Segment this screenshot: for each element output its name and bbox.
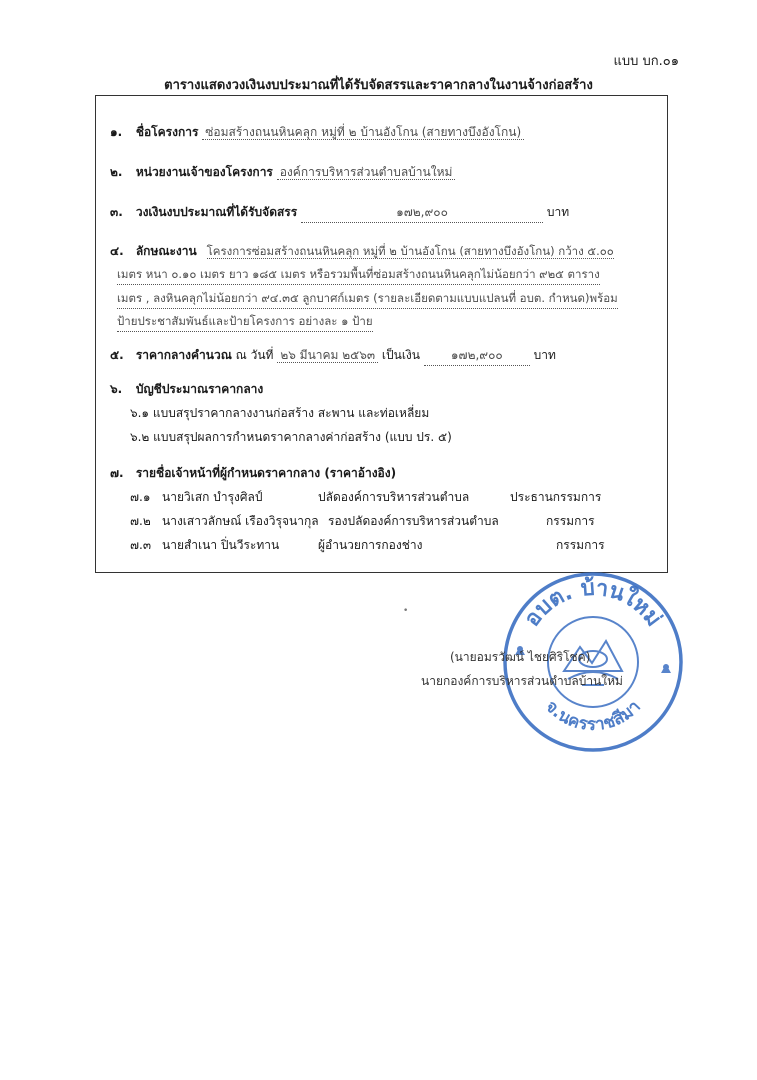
project-owner-value: องค์การบริหารส่วนตำบลบ้านใหม่ [277,165,456,180]
item-project-owner: ๒. หน่วยงานเจ้าของโครงการ องค์การบริหารส่วนตำบลบ้านใหม่ [110,163,455,182]
project-owner-label: หน่วยงานเจ้าของโครงการ [135,165,273,179]
member-number: ๗.๒ [130,514,151,528]
signatory-name: (นายอมรวัฒน์ ไชยศิริโชค) [450,650,591,664]
item-committee: ๗. รายชื่อเจ้าหน้าที่ผู้กำหนดราคากลาง (ราคาอ้างอิง) [110,466,397,480]
item-price-estimate-list: ๖. บัญชีประมาณราคากลาง [110,382,264,396]
member-name: นางเสาวลักษณ์ เรืองวิรุจนากุล [162,514,319,528]
svg-text:อบต. บ้านใหม่ [520,576,666,632]
member-position: รองปลัดองค์การบริหารส่วนตำบล [328,514,499,528]
stamp-bottom-text: จ.นครราชสีมา [541,696,645,736]
member-name: นายวิเสก บำรุงศิลป์ [162,490,263,504]
member-role: กรรมการ [556,538,605,552]
member-position: ปลัดองค์การบริหารส่วนตำบล [318,490,470,504]
work-description-label: ลักษณะงาน [135,244,197,258]
scan-mark: • [403,606,409,616]
work-description-line-2: เมตร หนา ๐.๑๐ เมตร ยาว ๑๘๕ เมตร หรือรวมพื้นที่ซ่อมสร้างถนนหินคลุกไม่น้อยกว่า ๙๒๕ ตาราง [117,266,600,285]
budget-value: ๑๗๒,๙๐๐ [301,203,543,223]
document-title: ตารางแสดงวงเงินงบประมาณที่ได้รับจัดสรรและราคากลางในงานจ้างก่อสร้าง [164,78,593,93]
project-name-label: ชื่อโครงการ [135,125,199,139]
price-estimate-sub-1: ๖.๑ แบบสรุปราคากลางงานก่อสร้าง สะพาน และท่อเหลี่ยม [130,406,430,420]
member-position: ผู้อำนวยการกองช่าง [318,538,423,552]
member-role: ประธานกรรมการ [510,490,602,504]
item-median-price: ๕. ราคากลางคำนวณ ณ วันที่ ๒๖ มีนาคม ๒๕๖๓ เป็นเงิน ๑๗๒,๙๐๐ บาท [110,346,556,366]
price-estimate-sub-2: ๖.๒ แบบสรุปผลการกำหนดราคากลางค่าก่อสร้าง (แบบ ปร. ๕) [130,430,452,444]
budget-label: วงเงินงบประมาณที่ได้รับจัดสรร [135,205,298,219]
member-role: กรรมการ [546,514,595,528]
median-price-date: ๒๖ มีนาคม ๒๕๖๓ [277,348,378,363]
committee-label: รายชื่อเจ้าหน้าที่ผู้กำหนดราคากลาง (ราคาอ้างอิง) [135,466,397,480]
item-project-name: ๑. ชื่อโครงการ ซ่อมสร้างถนนหินคลุก หมู่ที่ ๒ บ้านอังโกน (สายทางบึงอังโกน) [110,123,524,142]
project-name-value: ซ่อมสร้างถนนหินคลุก หมู่ที่ ๒ บ้านอังโกน (สายทางบึงอังโกน) [202,125,524,140]
svg-text:จ.นครราชสีมา [541,697,645,735]
price-estimate-label: บัญชีประมาณราคากลาง [135,382,264,396]
item-budget: ๓. วงเงินงบประมาณที่ได้รับจัดสรร ๑๗๒,๙๐๐ บาท [110,203,569,223]
stamp-top-text: อบต. บ้านใหม่ [519,575,667,632]
budget-unit: บาท [546,205,570,219]
member-number: ๗.๑ [130,490,151,504]
item-work-description: ๔. ลักษณะงาน โครงการซ่อมสร้างถนนหินคลุก หมู่ที่ ๒ บ้านอังโกน (สายทางบึงอังโกน) กว้าง ๕.๐๐ [110,244,614,258]
work-description-line-1: โครงการซ่อมสร้างถนนหินคลุก หมู่ที่ ๒ บ้านอังโกน (สายทางบึงอังโกน) กว้าง ๕.๐๐ [206,244,614,258]
member-number: ๗.๓ [130,538,152,552]
median-price-amount: ๑๗๒,๙๐๐ [424,346,530,366]
signatory-position: นายกองค์การบริหารส่วนตำบลบ้านใหม่ [421,674,623,688]
work-description-line-3: เมตร , ลงหินคลุกไม่น้อยกว่า ๙๔.๓๕ ลูกบาศก์เมตร (รายละเอียดตามแบบแปลนที่ อบต. กำหนด)พร้อม [117,290,618,309]
member-name: นายสำเนา ปิ่นวีระทาน [162,538,280,552]
form-code: แบบ บก.๐๑ [613,54,679,69]
median-price-unit: บาท [533,348,556,362]
work-description-line-4: ป้ายประชาสัมพันธ์และป้ายโครงการ อย่างละ ๑ ป้าย [117,313,373,332]
median-price-label: ราคากลางคำนวณ [135,348,232,362]
